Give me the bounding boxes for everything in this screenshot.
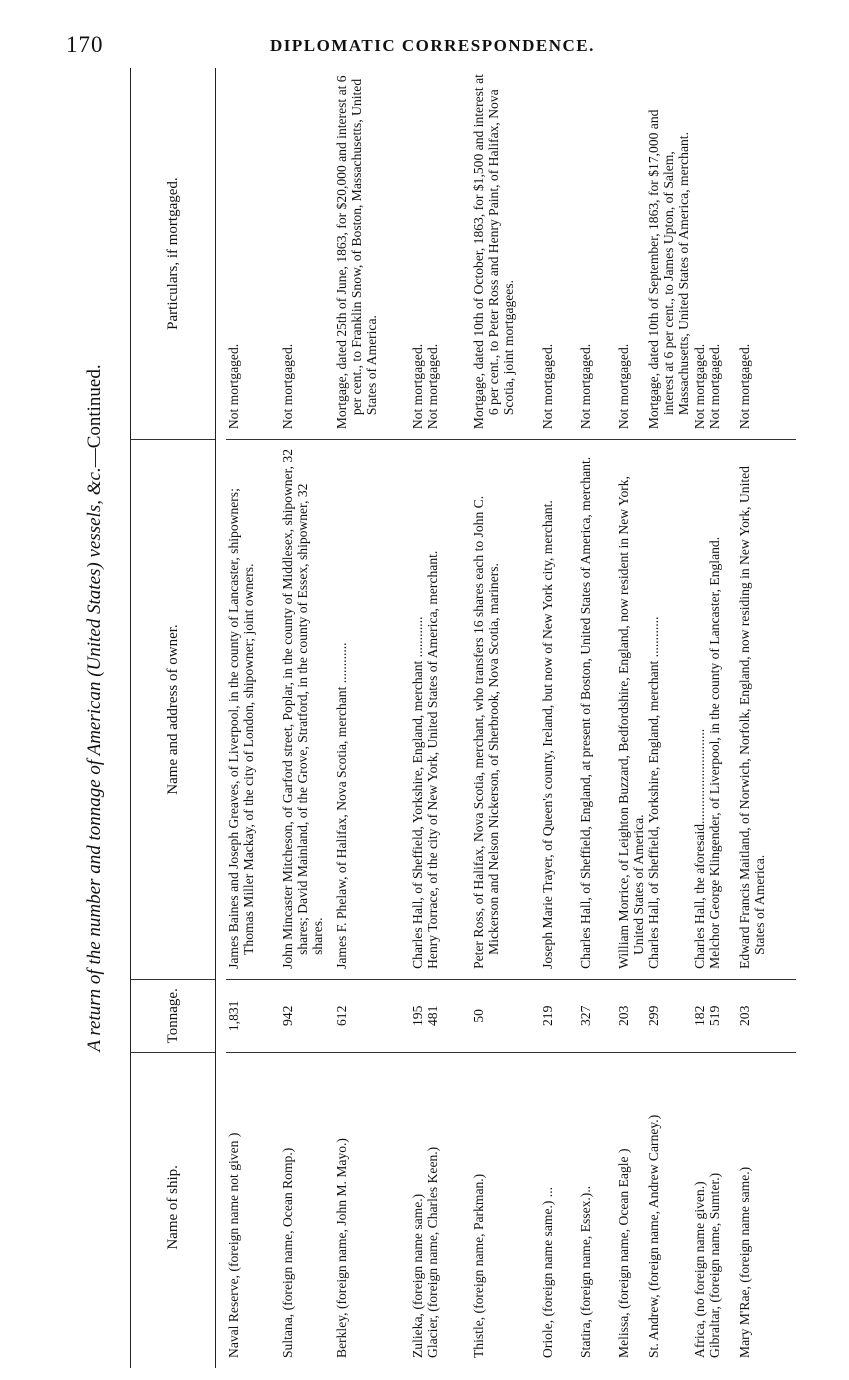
ship-cell: Naval Reserve, (foreign name not given ) — [226, 1132, 241, 1358]
owner-cell: Melchor George Klingender, of Liverpool, in the county of Lancaster, England. — [707, 536, 722, 969]
owner-cell: James Baines and Joseph Greaves, of Liverpool, in the county of Lancaster, shipowners; Thomas Miller Mackay, of the city of London, shipowner; joint owners. — [226, 488, 257, 969]
caption-text: A return of the number and tonnage of American (United States) vessels, &c. — [84, 467, 105, 1052]
running-head: DIPLOMATIC CORRESPONDENCE. — [270, 36, 595, 55]
caption-suffix: —Continued. — [84, 364, 105, 468]
mortgage-cell: Not mortgaged. — [540, 343, 555, 430]
mortgage-cell: Not mortgaged. — [616, 343, 631, 430]
header-owner: Name and address of owner. — [164, 624, 181, 795]
mortgage-cell: Mortgage, dated 25th of June, 1863, for $20,000 and interest at 6 per cent., to Franklin Snow, of Boston, Massachusetts, United States of America. — [334, 75, 380, 430]
tonnage-cell: 942 — [280, 1005, 295, 1027]
table-caption — [84, 48, 106, 1368]
owner-cell: John Mincaster Mitcheson, of Garford street, Poplar, in the county of Middlesex, shipowner, 32 shares; David Mainland, of the Grove, Stratford, in the county of Essex, shipowner, 32 shares. — [280, 449, 326, 969]
tonnage-cell: 195 — [410, 1005, 425, 1027]
tonnage-cell: 203 — [737, 1005, 752, 1027]
ship-cell: Africa, (no foreign name given.) — [692, 1181, 707, 1358]
ship-cell: Melissa, (foreign name, Ocean Eagle ) — [616, 1148, 631, 1358]
owner-cell: Charles Hall, of Sheffield, England, at present of Boston, United States of America, merchant. — [578, 456, 593, 969]
tonnage-cell: 50 — [471, 1009, 486, 1023]
ship-cell: Thistle, (foreign name, Parkman.) — [471, 1173, 486, 1358]
vessel-table — [130, 68, 796, 1368]
tonnage-cell: 481 — [425, 1005, 440, 1027]
rotated-table-page — [72, 48, 812, 1368]
mortgage-cell: Mortgage, dated 10th of September, 1863, for $17,000 and interest at 6 per cent., to James Upton, of Salem, Massachusetts, United States of America, merchant. — [646, 109, 692, 430]
header-mortgage: Particulars, if mortgaged. — [131, 68, 215, 440]
page-number: 170 — [66, 32, 104, 57]
tonnage-cell: 219 — [540, 1005, 555, 1027]
mortgage-cell: Not mortgaged. — [226, 343, 241, 430]
ship-column — [226, 1053, 796, 1368]
ship-cell: St. Andrew, (foreign name, Andrew Carney.) — [646, 1114, 661, 1358]
ship-cell: Gibraltar, (foreign name, Sumter.) — [707, 1172, 722, 1358]
mortgage-cell: Not mortgaged. — [707, 343, 722, 430]
owner-cell: William Morrice, of Leighton Buzzard, Bedfordshire, England, now resident in New York, United States of America. — [616, 476, 647, 969]
owner-cell: Charles Hall, of Sheffield, Yorkshire, England, merchant ............ — [646, 616, 661, 969]
tonnage-cell: 182 — [692, 1005, 707, 1027]
mortgage-cell: Not mortgaged. — [692, 343, 707, 430]
tonnage-cell: 1,831 — [226, 1000, 241, 1032]
owner-cell: Charles Hall, the aforesaid............................ — [692, 728, 707, 969]
ship-cell: Zulieka, (foreign name same.) — [410, 1193, 425, 1358]
mortgage-cell: Not mortgaged. — [425, 343, 440, 430]
tonnage-cell: 299 — [646, 1005, 661, 1027]
owner-cell: Charles Hall, of Sheffield, Yorkshire, England, merchant ............ — [410, 616, 425, 969]
ship-cell: Oriole, (foreign name same.) ... — [540, 1187, 555, 1358]
mortgage-cell: Mortgage, dated 10th of October, 1863, for $1,500 and interest at 6 per cent., to Peter Ross and Henry Paint, of Halifax, Nova Scotia, joint mortgagees. — [471, 74, 517, 430]
table-body — [216, 68, 796, 1368]
ship-cell: Statira, (foreign name, Essex.).. — [578, 1185, 593, 1358]
ship-cell: Mary M'Rae, (foreign name same.) — [737, 1166, 752, 1358]
mortgage-cell: Not mortgaged. — [737, 343, 752, 430]
header-tonnage: Tonnage. — [131, 979, 215, 1053]
ship-cell: Sultana, (foreign name, Ocean Romp.) — [280, 1147, 295, 1358]
mortgage-cell: Not mortgaged. — [280, 343, 295, 430]
tonnage-cell: 327 — [578, 1005, 593, 1027]
ship-cell: Glacier, (foreign name, Charles Keen.) — [425, 1146, 440, 1358]
header-ship: Name of ship. — [164, 1165, 181, 1250]
mortgage-column — [226, 68, 796, 440]
owner-cell: Peter Ross, of Halifax, Nova Scotia, merchant, who transfers 16 shares each to John C. Mickerson and Nelson Nickerson, of Sherbrook, Nova Scotia, mariners. — [471, 495, 502, 969]
owner-cell: James F. Phelaw, of Halifax, Nova Scotia, merchant ............ — [334, 642, 349, 969]
mortgage-cell: Not mortgaged. — [578, 343, 593, 430]
tonnage-cell: 612 — [334, 1005, 349, 1027]
owner-cell: Edward Francis Maitland, of Norwich, Norfolk, England, now residing in New York, United States of America. — [737, 466, 768, 969]
tonnage-cell: 203 — [616, 1005, 631, 1027]
tonnage-column — [226, 979, 796, 1053]
owner-column — [226, 440, 796, 979]
ship-cell: Berkley, (foreign name, John M. Mayo.) — [334, 1138, 349, 1358]
owner-cell: Henry Torrace, of the city of New York, United States of America, merchant. — [425, 550, 440, 969]
owner-cell: Joseph Marie Trayer, of Queen's county, Ireland, but now of New York city, merchant. — [540, 500, 555, 969]
table-header-row — [130, 68, 216, 1368]
mortgage-cell: Not mortgaged. — [410, 343, 425, 430]
tonnage-cell: 519 — [707, 1005, 722, 1027]
